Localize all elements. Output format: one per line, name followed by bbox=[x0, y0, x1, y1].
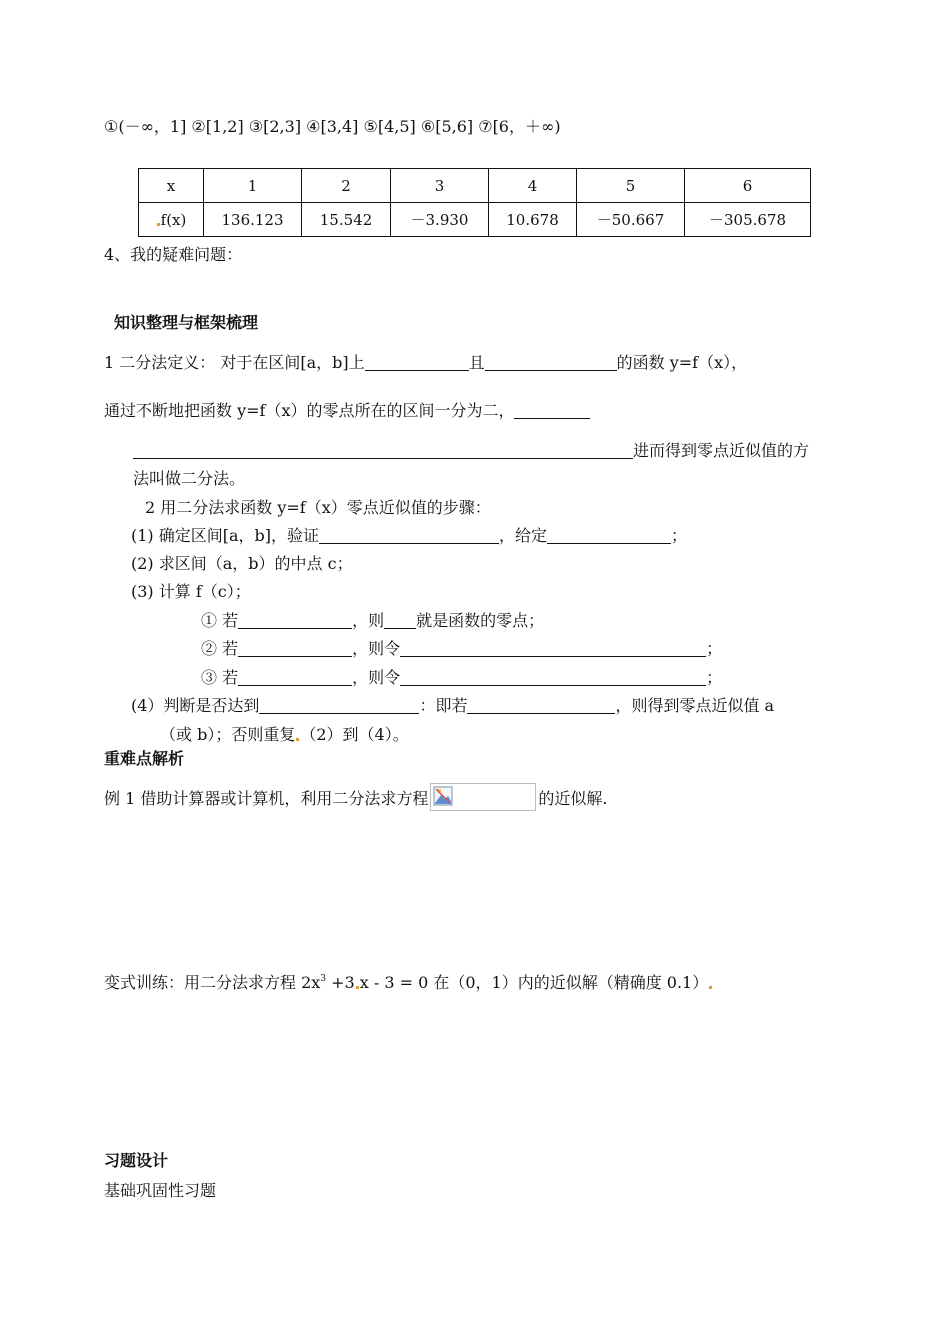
mark-dot bbox=[157, 223, 160, 226]
table-cell: 5 bbox=[577, 169, 685, 203]
section-heading-knowledge: 知识整理与框架梳理 bbox=[114, 313, 259, 332]
definition-line-1 bbox=[104, 352, 747, 374]
table-cell: 6 bbox=[685, 169, 811, 203]
text: ② 若 bbox=[201, 639, 239, 658]
superscript: 3 bbox=[320, 974, 327, 984]
text: +3 bbox=[331, 973, 355, 992]
text: 例 1 借助计算器或计算机，利用二分法求方程 bbox=[104, 789, 429, 808]
fill-blank[interactable] bbox=[238, 669, 352, 686]
text: 通过不断地把函数 y=f（x）的零点所在的区间一分为二， bbox=[104, 401, 515, 420]
step-1 bbox=[131, 525, 687, 547]
variant-exercise bbox=[104, 968, 713, 994]
fill-blank[interactable] bbox=[467, 697, 615, 714]
table-cell: 1 bbox=[204, 169, 302, 203]
text: ； bbox=[706, 639, 723, 658]
text: 1 二分法定义： 对于在区间[a，b]上 bbox=[104, 353, 365, 372]
table-cell: x bbox=[139, 169, 204, 203]
definition-line-4: 法叫做二分法。 bbox=[133, 469, 246, 488]
text: ③ 若 bbox=[201, 668, 239, 687]
fill-blank[interactable] bbox=[319, 527, 499, 544]
fill-blank[interactable] bbox=[365, 354, 469, 371]
text: 且 bbox=[468, 353, 485, 372]
definition-line-3 bbox=[133, 440, 809, 462]
text: ：即若 bbox=[419, 696, 468, 715]
step-3-case-2 bbox=[201, 638, 722, 660]
example-1 bbox=[104, 783, 607, 811]
table-cell: －305.678 bbox=[685, 203, 811, 237]
text: x - 3 = 0 在（0，1）内的近似解（精确度 0.1） bbox=[359, 973, 709, 992]
fill-blank[interactable] bbox=[514, 402, 590, 419]
fill-blank[interactable] bbox=[400, 640, 706, 657]
table-cell: 15.542 bbox=[302, 203, 391, 237]
text: ① 若 bbox=[201, 611, 239, 630]
mark-dot bbox=[356, 986, 359, 989]
fill-blank[interactable] bbox=[133, 442, 633, 459]
table-cell: －3.930 bbox=[391, 203, 489, 237]
fill-blank[interactable] bbox=[238, 640, 352, 657]
broken-image-icon bbox=[430, 783, 536, 811]
question-4: 4、我的疑难问题： bbox=[104, 245, 243, 264]
table-cell: 4 bbox=[489, 169, 577, 203]
fill-blank[interactable] bbox=[400, 669, 706, 686]
table-row bbox=[139, 169, 811, 203]
table-cell bbox=[139, 203, 204, 237]
step-4 bbox=[131, 695, 774, 717]
text: (1) 确定区间[a，b]，验证 bbox=[131, 526, 320, 545]
text: （或 b）；否则重复 bbox=[160, 725, 296, 744]
text: ，则得到零点近似值 a bbox=[615, 696, 775, 715]
text: 的函数 y=f（x）， bbox=[616, 353, 748, 372]
text: 变式训练：用二分法求方程 2x bbox=[104, 973, 321, 992]
step-4-cont bbox=[160, 724, 409, 746]
exercise-subheading: 基础巩固性习题 bbox=[104, 1181, 217, 1200]
text: (4）判断是否达到 bbox=[131, 696, 260, 715]
fill-blank[interactable] bbox=[384, 612, 416, 629]
step-3-case-1 bbox=[201, 610, 544, 632]
table-cell-text: f(x) bbox=[160, 210, 187, 229]
text: 进而得到零点近似值的方 bbox=[633, 441, 810, 460]
table-row bbox=[139, 203, 811, 237]
step-3-case-3 bbox=[201, 667, 722, 689]
section-heading-exercises: 习题设计 bbox=[104, 1151, 169, 1170]
text: ； bbox=[671, 526, 688, 545]
fill-blank[interactable] bbox=[547, 527, 671, 544]
text: ，则令 bbox=[352, 668, 401, 687]
text: ，则令 bbox=[352, 639, 401, 658]
text: 就是函数的零点； bbox=[416, 611, 545, 630]
text: ，给定 bbox=[499, 526, 548, 545]
fill-blank[interactable] bbox=[259, 697, 419, 714]
interval-options: ①(－∞，1] ②[1,2] ③[2,3] ④[3,4] ⑤[4,5] ⑥[5,6] ⑦[6，＋∞) bbox=[104, 117, 561, 136]
table-cell: 3 bbox=[391, 169, 489, 203]
text: 的近似解. bbox=[538, 789, 608, 808]
text: ，则 bbox=[352, 611, 385, 630]
text: （2）到（4）。 bbox=[300, 725, 409, 744]
step-3: (3) 计算 f（c）； bbox=[131, 582, 251, 601]
section-heading-key-points: 重难点解析 bbox=[104, 749, 185, 768]
function-value-table bbox=[138, 168, 811, 237]
fill-blank[interactable] bbox=[485, 354, 617, 371]
mark-dot bbox=[296, 738, 299, 741]
table-cell: 136.123 bbox=[204, 203, 302, 237]
mark-dot bbox=[709, 986, 712, 989]
table-cell: 2 bbox=[302, 169, 391, 203]
steps-title: 2 用二分法求函数 y=f（x）零点近似值的步骤： bbox=[145, 498, 491, 517]
definition-line-2 bbox=[104, 400, 590, 422]
table-cell: 10.678 bbox=[489, 203, 577, 237]
text: ； bbox=[706, 668, 723, 687]
fill-blank[interactable] bbox=[238, 612, 352, 629]
step-2: (2) 求区间（a，b）的中点 c； bbox=[131, 554, 353, 573]
table-cell: －50.667 bbox=[577, 203, 685, 237]
